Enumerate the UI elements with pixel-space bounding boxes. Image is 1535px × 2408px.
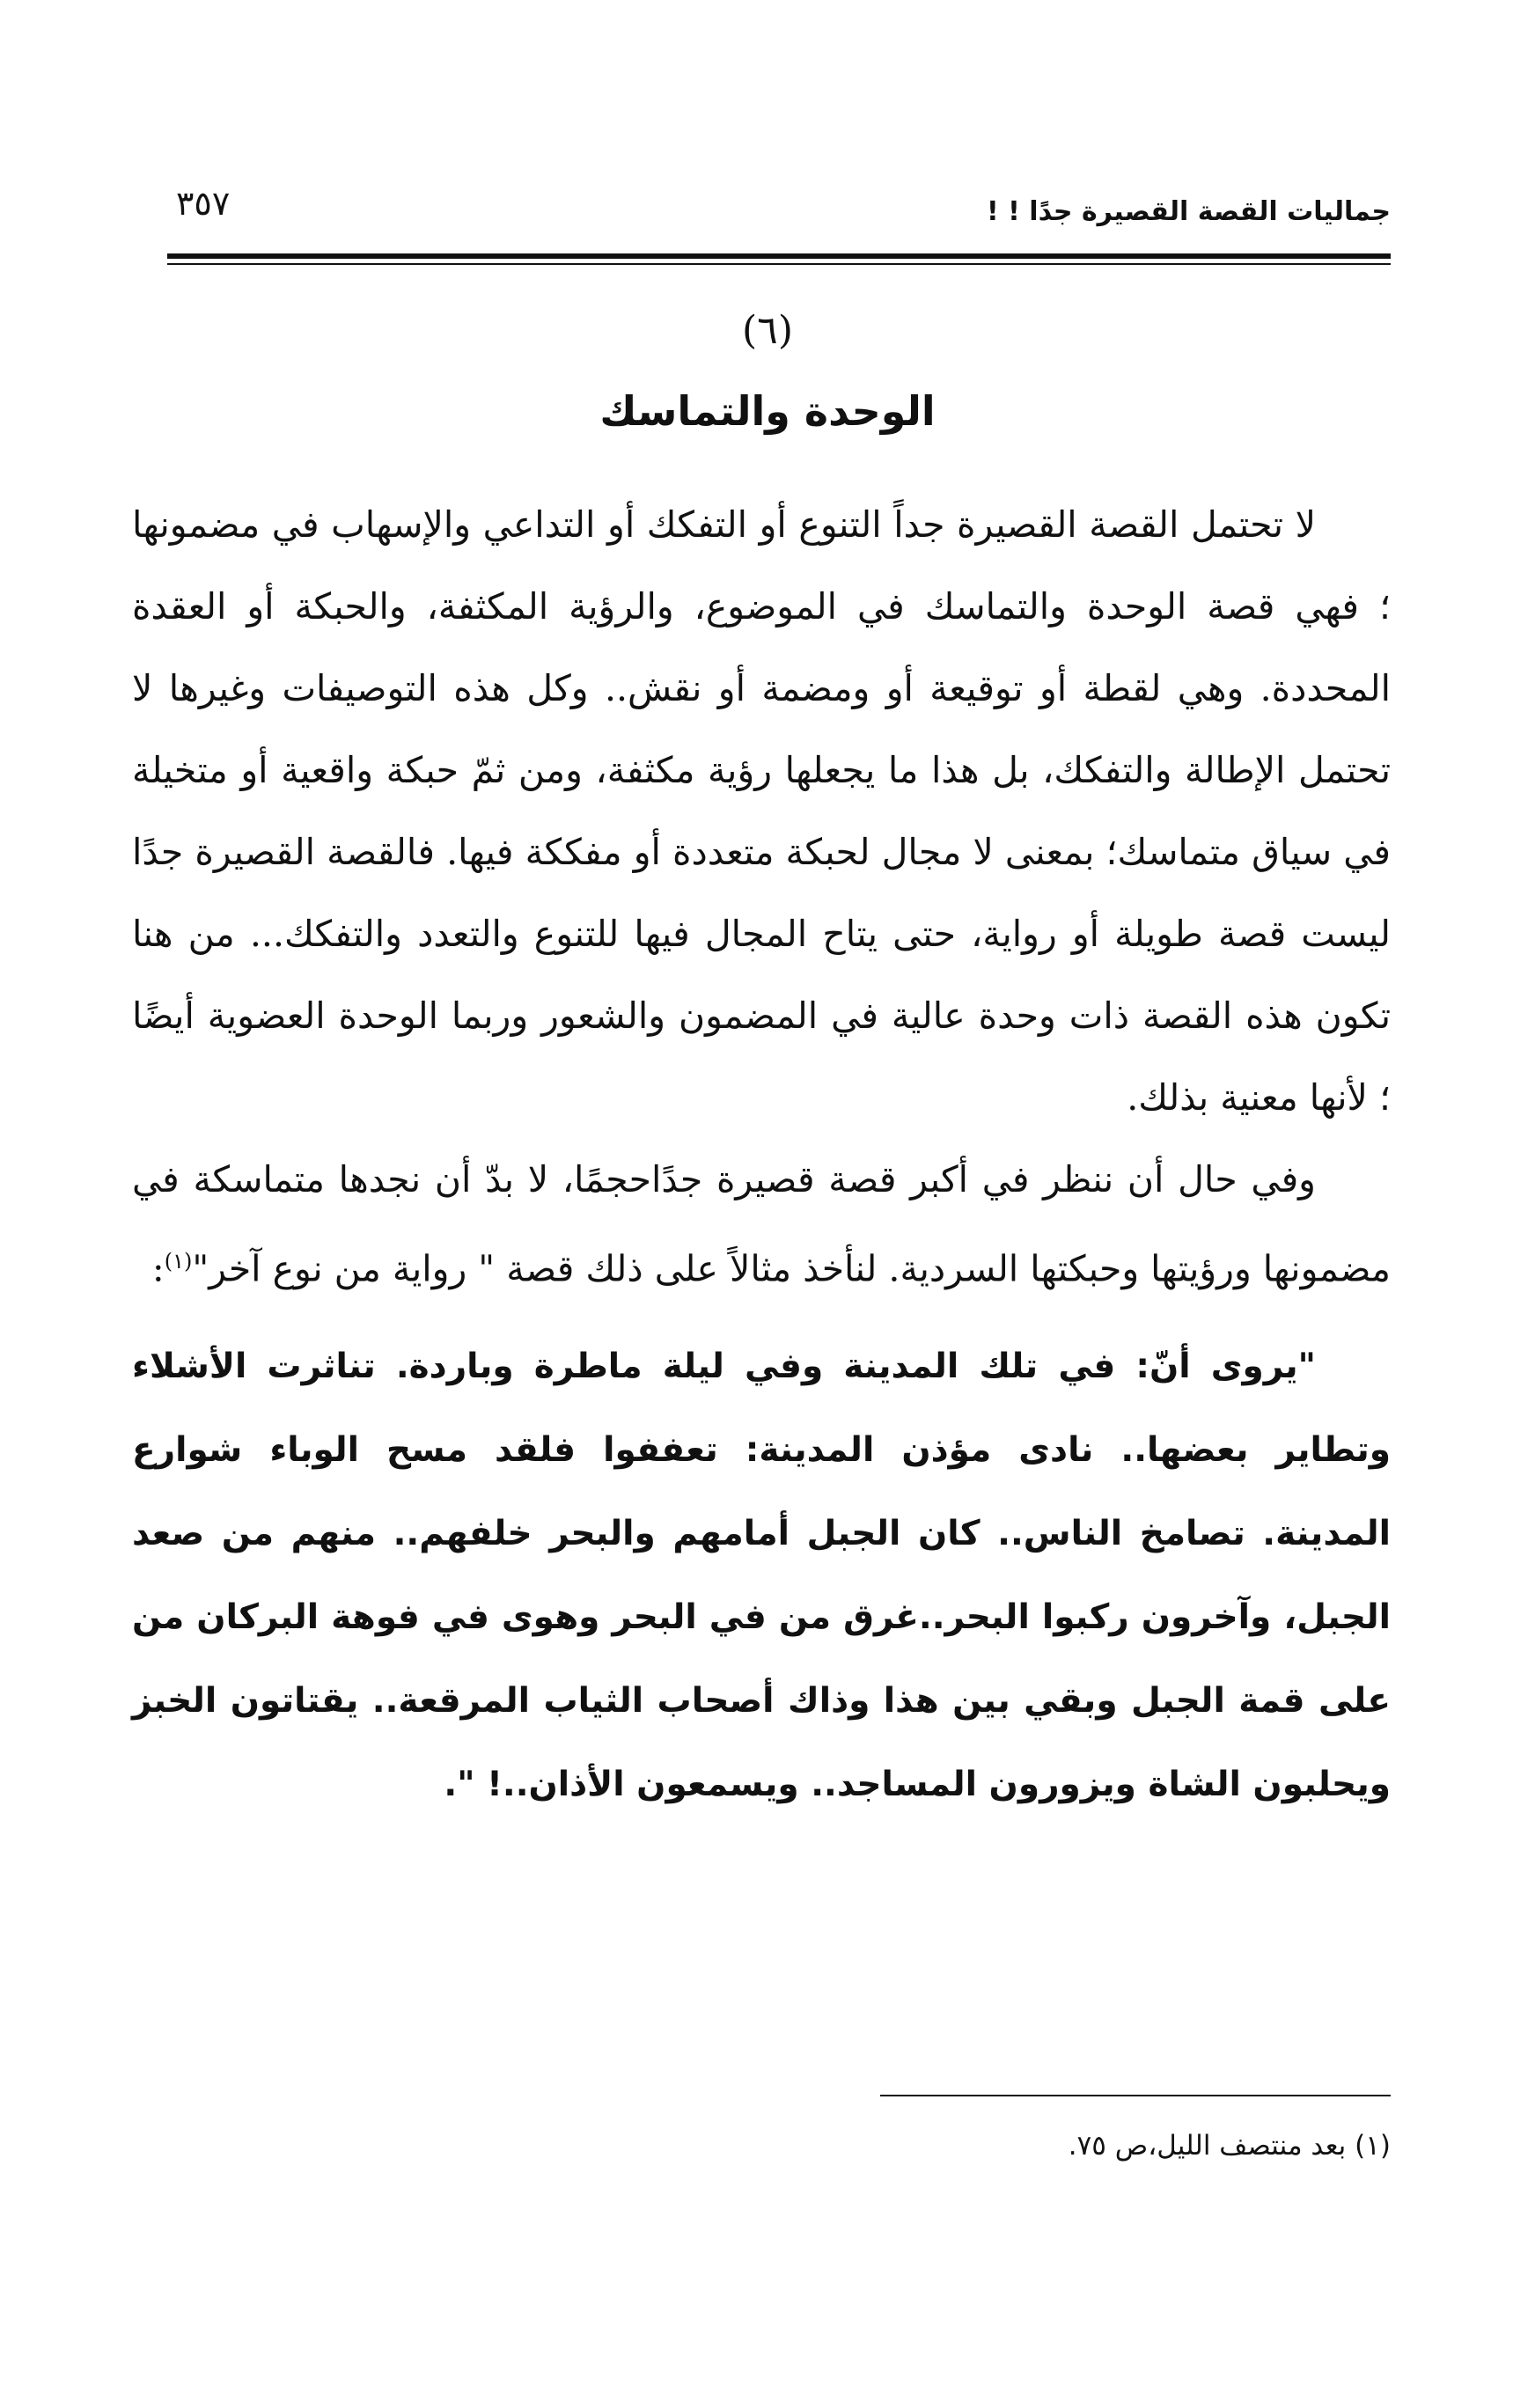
section-number: (٦) (742, 308, 793, 353)
footnote: (١) بعد منتصف الليل،ص ٧٥. (1068, 2130, 1391, 2162)
footnote-reference[interactable]: (١) (164, 1249, 193, 1274)
quoted-story: "يروى أنّ: في تلك المدينة وفي ليلة ماطرة وباردة. تناثرت الأشلاء وتطاير بعضها.. نادى مؤذن المدينة: تعففوا فلقد مسح الوباء شوارع المدينة. تصامخ الناس.. كان الجبل أمامهم والبحر خلفهم.. منهم من صعد الجبل، وآخرون ركبوا البحر..غرق من في البحر وهوى في فوهة البركان من على قمة الجبل وبقي بين هذا وذاك أصحاب الثياب المرقعة.. يقتاتون الخبز ويحلبون الشاة ويزورون المساجد.. ويسمعون الأذان..! ". (132, 1346, 1391, 1804)
header-rule-thin (167, 263, 1391, 265)
page-number: ٣٥٧ (176, 184, 231, 223)
section-title: الوحدة والتماسك (599, 387, 936, 435)
header-rule-thick (167, 253, 1391, 259)
paragraph-2 (132, 1139, 1391, 1310)
footnote-rule (880, 2095, 1391, 2096)
running-header (167, 180, 1391, 242)
body-text (132, 484, 1391, 1826)
paragraph-2-text: وفي حال أن ننظر في أكبر قصة قصيرة جدًاحجمًا، لا بدّ أن نجدها متماسكة في مضمونها ورؤيتها وحبكتها السردية. لنأخذ مثالاً على ذلك قصة " رواية من نوع آخر" (132, 1158, 1391, 1290)
paragraph-2-ending: : (151, 1247, 165, 1290)
header-title: جماليات القصة القصيرة جدًا ! ! (987, 196, 1391, 227)
paragraph-1: لا تحتمل القصة القصيرة جداً التنوع أو التفكك أو التداعي والإسهاب في مضمونها ؛ فهي قصة الوحدة والتماسك في الموضوع، والرؤية المكثفة، والحبكة أو العقدة المحددة. وهي لقطة أو توقيعة أو ومضمة أو نقش.. وكل هذه التوصيفات وغيرها لا تحتمل الإطالة والتفكك، بل هذا ما يجعلها رؤية مكثفة، ومن ثمّ حبكة واقعية أو متخيلة في سياق متماسك؛ بمعنى لا مجال لحبكة متعددة أو مفككة فيها. فالقصة القصيرة جدًا ليست قصة طويلة أو رواية، حتى يتاح المجال فيها للتنوع والتعدد والتفكك... من هنا تكون هذه القصة ذات وحدة عالية في المضمون والشعور وربما الوحدة العضوية أيضًا ؛ لأنها معنية بذلك. (132, 503, 1391, 1119)
